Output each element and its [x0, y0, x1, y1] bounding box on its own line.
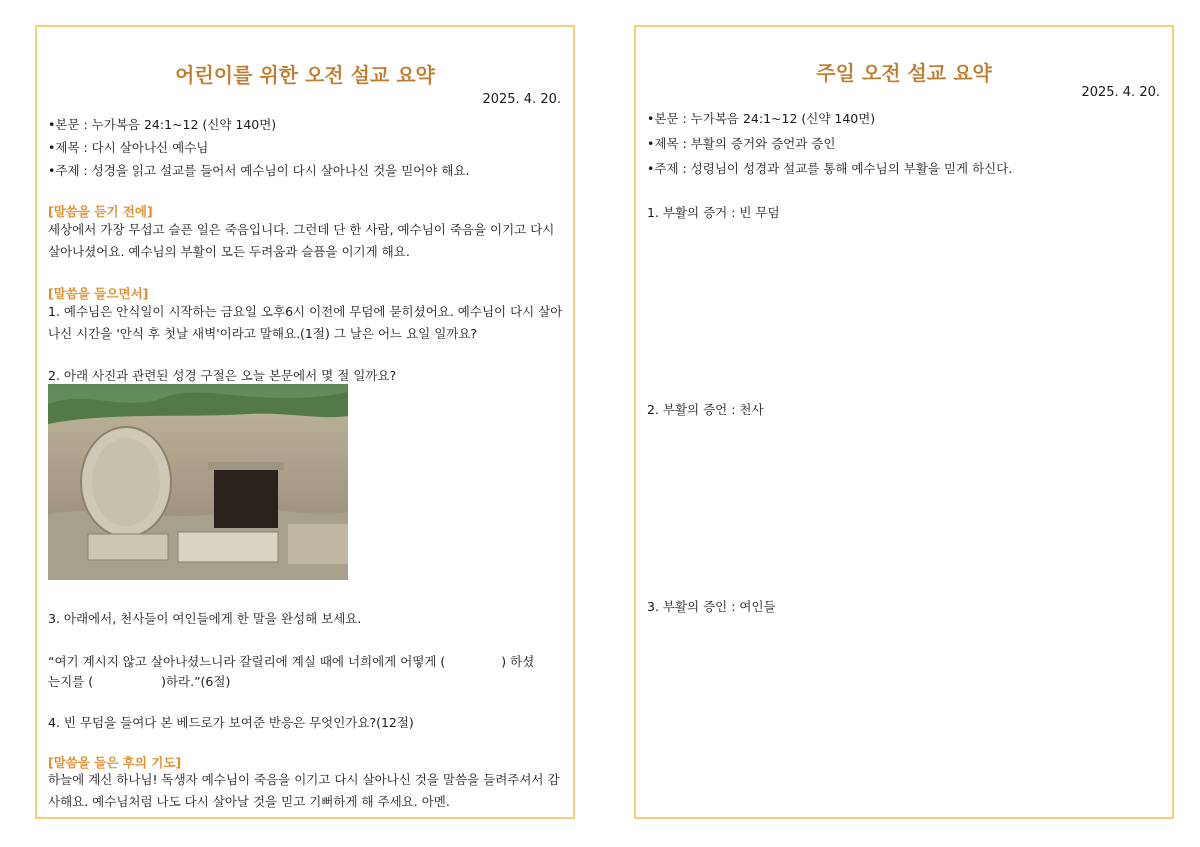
main-scripture: •본문 : 누가복음 24:1~12 (신약 140면)	[647, 111, 876, 126]
quote-part-a: “여기 계시지 않고 살아나셨느니라 갈릴리에 계실 때에 너희에게 어떻게 (	[48, 654, 446, 669]
question-2: 2. 아래 사진과 관련된 성경 구절은 오늘 본문에서 몇 절 일까요?	[48, 368, 397, 383]
empty-tomb-photo	[48, 384, 348, 580]
kids-theme: •주제 : 성경을 읽고 설교를 들어서 예수님이 다시 살아나신 것을 믿어야 해요.	[48, 163, 470, 178]
point-2-testimony: 2. 부활의 증언 : 천사	[647, 402, 764, 417]
during-heading: [말씀을 들으면서]	[48, 286, 149, 301]
point-3-witness: 3. 부활의 증인 : 여인들	[647, 599, 776, 614]
before-text: 세상에서 가장 무섭고 슬픈 일은 죽음입니다. 그런데 단 한 사람, 예수님이 죽음을 이기고 다시 살아나셨어요. 예수님의 부활이 모든 두려움과 슬픔을 이기게 해요.	[48, 222, 555, 259]
quote-part-c: 는지를 (	[48, 674, 94, 689]
kids-sermon-title: •제목 : 다시 살아나신 예수님	[48, 140, 209, 155]
quote-part-b: ) 하셨	[501, 654, 535, 669]
kids-page-title: 어린이를 위한 오전 설교 요약	[175, 63, 435, 87]
main-date: 2025. 4. 20.	[1081, 85, 1160, 100]
prayer-heading: [말씀을 들은 후의 기도]	[48, 755, 182, 770]
question-3: 3. 아래에서, 천사들이 여인들에게 한 말을 완성해 보세요.	[48, 611, 362, 626]
main-page-title: 주일 오전 설교 요약	[816, 61, 992, 85]
angel-quote-line-1	[48, 652, 534, 670]
main-sermon-page	[634, 25, 1174, 819]
empty-tomb-illustration	[48, 384, 348, 580]
question-1: 1. 예수님은 안식일이 시작하는 금요일 오후6시 이전에 무덤에 묻히셨어요. 예수님이 다시 살아나신 시간을 '안식 후 첫날 새벽'이라고 말해요.(1절) 그 날은 어느 요일 일까요?	[48, 304, 563, 341]
prayer-text: 하늘에 계신 하나님! 독생자 예수님이 죽음을 이기고 다시 살아나신 것을 말씀을 들려주셔서 감사해요. 예수님처럼 나도 다시 살아날 것을 믿고 기뻐하게 해 주세요. 아멘.	[48, 772, 560, 809]
question-4: 4. 빈 무덤을 들여다 본 베드로가 보여준 반응은 무엇인가요?(12절)	[48, 715, 414, 730]
before-heading: [말씀을 듣기 전에]	[48, 204, 153, 219]
kids-date: 2025. 4. 20.	[482, 92, 561, 107]
main-theme: •주제 : 성령님이 성경과 설교를 통해 예수님의 부활을 믿게 하신다.	[647, 161, 1013, 176]
kids-scripture: •본문 : 누가복음 24:1~12 (신약 140면)	[48, 117, 277, 132]
point-1-evidence: 1. 부활의 증거 : 빈 무덤	[647, 205, 780, 220]
kids-sermon-page	[35, 25, 575, 819]
angel-quote-line-2	[48, 672, 230, 690]
quote-part-d: )하라.”(6절)	[161, 674, 231, 689]
main-sermon-title: •제목 : 부활의 증거와 증언과 증인	[647, 136, 836, 151]
